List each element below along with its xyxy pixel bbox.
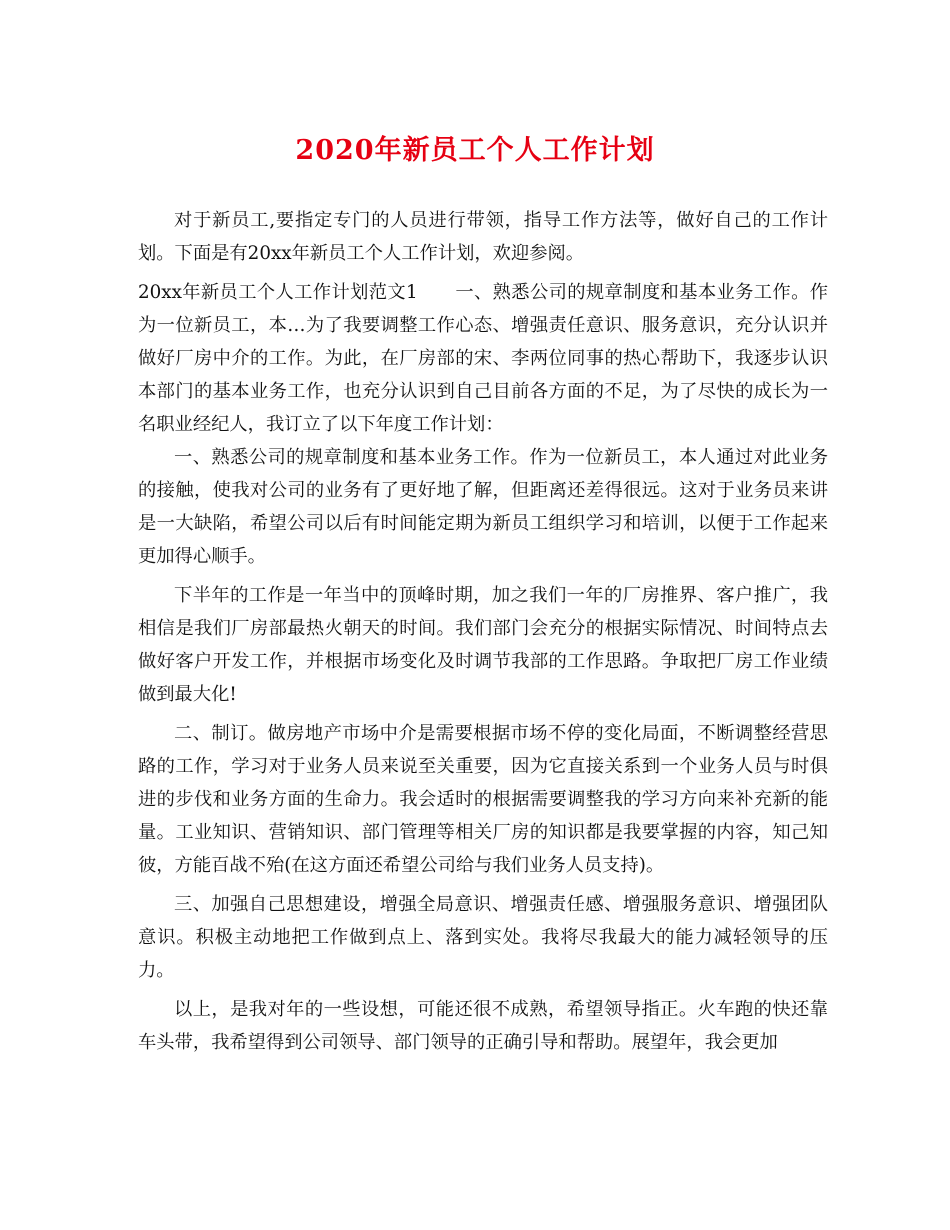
paragraph-second-half-year: 下半年的工作是一年当中的顶峰时期，加之我们一年的厂房推界、客户推广，我相信是我们厂房部最热火朝天的时间。我们部门会充分的根据实际情况、时间特点去做好客户开发工作，并根据市场变化及时调节我部的工作思路。争取把厂房工作业绩做到最大化! bbox=[138, 585, 828, 705]
paragraph-section-one: 一、熟悉公司的规章制度和基本业务工作。作为一位新员工，本人通过对此业务的接触，使我对公司的业务有了更好地了解，但距离还差得很远。这对于业务员来讲是一大缺陷，希望公司以后有时间能定期为新员工组织学习和培训，以便于工作起来更加得心顺手。 bbox=[138, 447, 828, 567]
paragraph-conclusion: 以上，是我对年的一些设想，可能还很不成熟，希望领导指正。火车跑的快还靠车头带，我希望得到公司领导、部门领导的正确引导和帮助。展望年，我会更加 bbox=[138, 999, 828, 1053]
paragraph-section-two: 二、制订。做房地产市场中介是需要根据市场不停的变化局面，不断调整经营思路的工作，学习对于业务人员来说至关重要，因为它直接关系到一个业务人员与时俱进的步伐和业务方面的生命力。我会适时的根据需要调整我的学习方向来补充新的能量。工业知识、营销知识、部门管理等相关厂房的知识都是我要掌握的内容，知己知彼，方能百战不殆(在这方面还希望公司给与我们业务人员支持)。 bbox=[138, 723, 828, 876]
paragraph-intro: 对于新员工,要指定专门的人员进行带领，指导工作方法等，做好自己的工作计划。下面是有20xx年新员工个人工作计划，欢迎参阅。 bbox=[138, 210, 828, 264]
paragraph-section-three: 三、加强自己思想建设，增强全局意识、增强责任感、增强服务意识、增强团队意识。积极主动地把工作做到点上、落到实处。我将尽我最大的能力减轻领导的压力。 bbox=[138, 894, 828, 981]
paragraph-sample-heading: 20xx年新员工个人工作计划范文1 一、熟悉公司的规章制度和基本业务工作。作为一位新员工，本…为了我要调整工作心态、增强责任意识、服务意识，充分认识并做好厂房中介的工作。为此，在厂房部的宋、李两位同事的热心帮助下，我逐步认识本部门的基本业务工作，也充分认识到自己目前各方面的不足，为了尽快的成长为一名职业经纪人，我订立了以下年度工作计划： bbox=[138, 282, 828, 435]
document-title: 2020年新员工个人工作计划 bbox=[295, 135, 655, 166]
document-body bbox=[138, 204, 828, 1065]
